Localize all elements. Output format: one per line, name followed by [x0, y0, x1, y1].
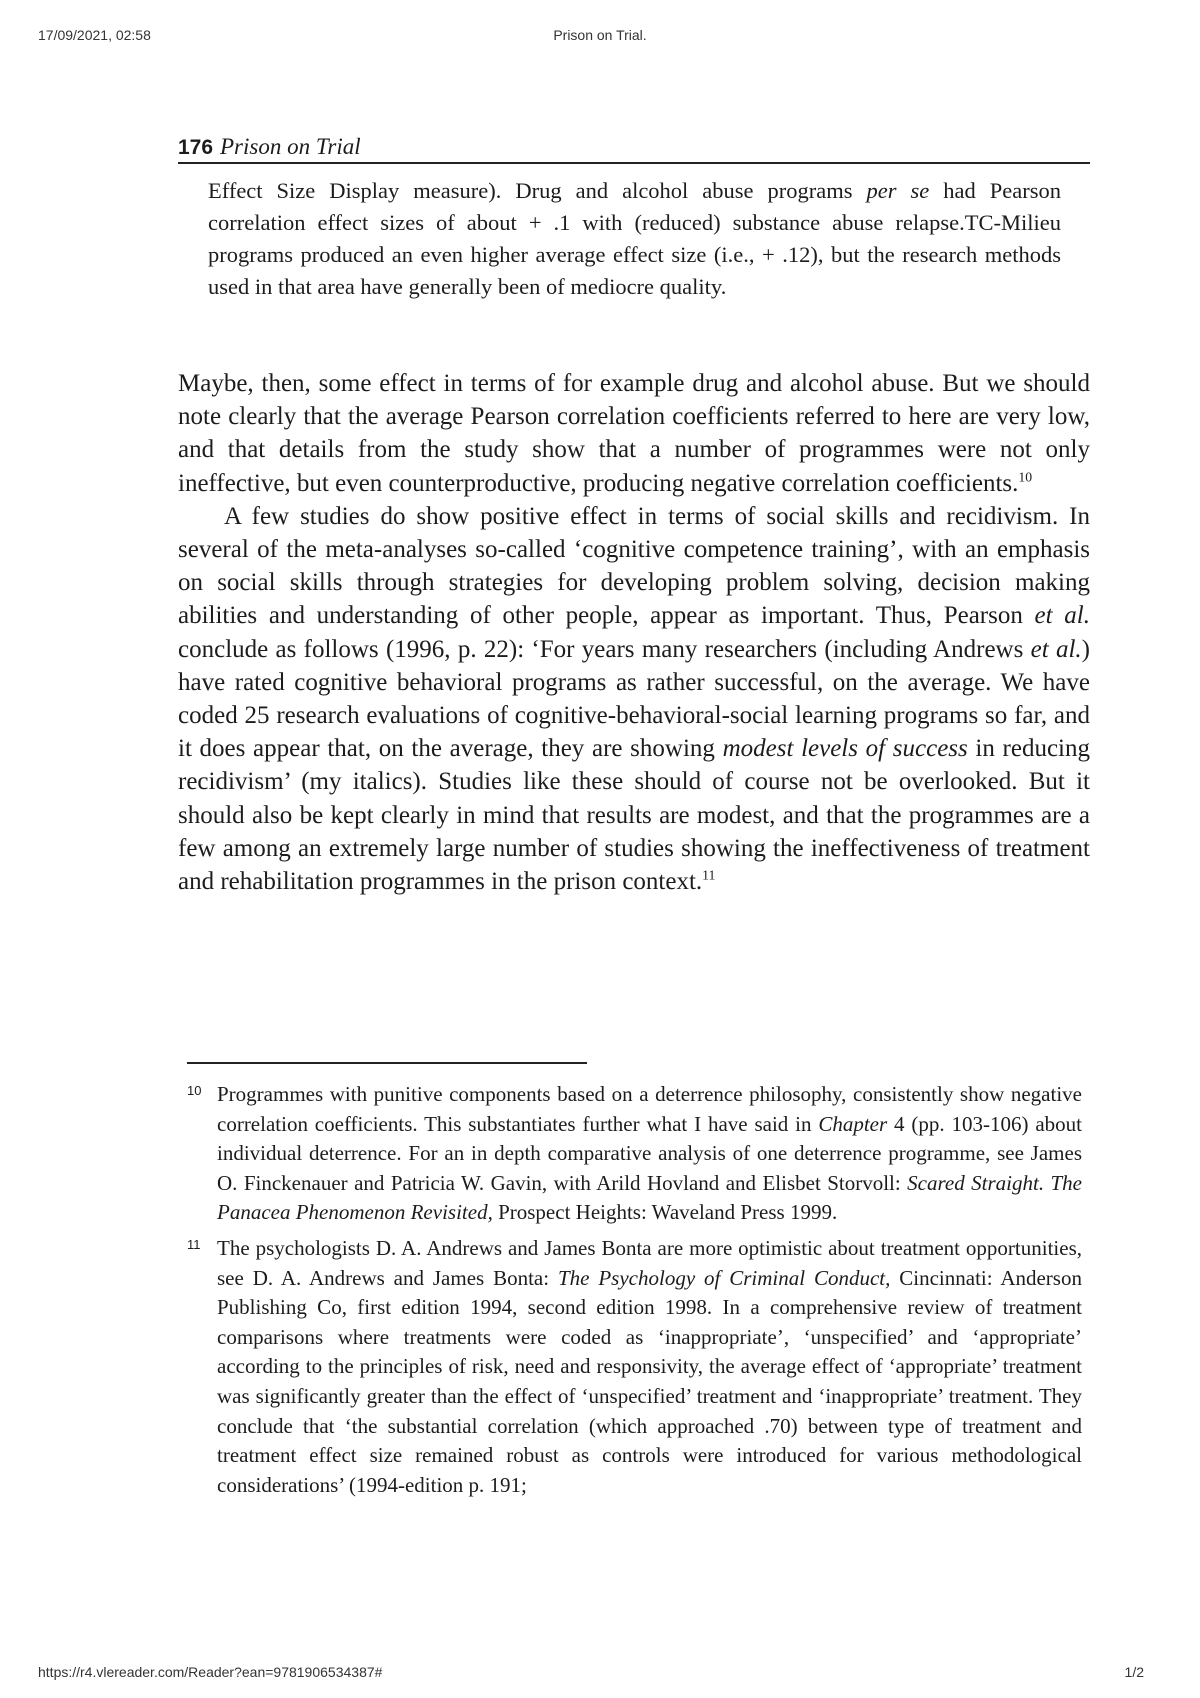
footnote-rule [187, 1062, 587, 1064]
footnote-text: The psychologists D. A. Andrews and James Bonta are more optimistic about treatment opportunities, see D. A. Andrews and James Bonta: [217, 1235, 1082, 1290]
footnote-marker: 11 [187, 1236, 201, 1252]
quote-text: Effect Size Display measure). Drug and alcohol abuse programs [208, 178, 867, 203]
body-text [178, 367, 1090, 898]
footnote-text: 4 (pp. 103-106) about individual deterrence. For an in depth comparative analysis of one deterrence programme, see James O. Finckenauer and Patricia W. Gavin, with Arild Hovland and Elisbet Storvoll: [217, 1111, 1082, 1195]
italic-text: et al. [1034, 602, 1090, 630]
block-quote [208, 175, 1061, 303]
footnotes [187, 1080, 1082, 1506]
quote-italic: per se [866, 178, 930, 203]
paragraph-text: conclude as follows (1996, p. 22): ‘For years many researchers (including Andrews [178, 635, 1031, 663]
italic-text: modest levels of success [722, 735, 968, 763]
paragraph-1 [178, 367, 1090, 500]
paragraph-text: Maybe, then, some effect in terms of for example drug and alcohol abuse. But we should note clearly that the average Pearson correlation coefficients referred to here are very low, and that details from the study show that a number of programmes were not only ineffective, but even counterproductive, producing negative correlation coefficients. [178, 370, 1090, 497]
page-number: 176 [178, 136, 214, 159]
browser-print-header [0, 27, 1200, 45]
footnote-marker: 10 [187, 1083, 202, 1098]
browser-print-footer [0, 1664, 1200, 1682]
note-ref-11[interactable]: 11 [702, 867, 716, 883]
quote-text: had Pearson correlation effect sizes of about + .1 with (reduced) substance abuse relapse.TC-Milieu programs produced an even higher average effect size (i.e., + .12), but the research methods used in that area have generally been of mediocre quality. [208, 178, 1061, 299]
footnote-text: Cincinnati: Anderson Publishing Co, first edition 1994, second edition 1998. In a comprehensive review of treatment comparisons where treatments were coded as ‘inappropriate’, ‘unspecified’ and ‘appropriate’ according to the principles of risk, need and responsivity, the average effect of ‘appropriate’ treatment was significantly greater than the effect of ‘unspecified’ treatment and ‘inappropriate’ treatment. They conclude that ‘the substantial correlation (which approached .70) between type of treatment and treatment effect size remained robust as controls were introduced for various methodological considerations’ (1994-edition p. 191; [217, 1265, 1082, 1497]
note-ref-10[interactable]: 10 [1018, 469, 1033, 485]
paragraph-text: ) have rated cognitive behavioral programs as rather successful, on the average. We have coded 25 research evaluations of cognitive-behavioral-social learning programs so far, and it does appear that, on the average, they are showing [178, 635, 1090, 763]
paragraph-text: in reducing recidivism’ (my italics). Studies like these should of course not be overlooked. But it should also be kept clearly in mind that results are modest, and that the programmes are a few among an extremely large number of studies showing the ineffectiveness of treatment and rehabilitation programmes in the prison context. [178, 735, 1091, 896]
print-datetime: 17/09/2021, 02:58 [38, 27, 151, 43]
page-url[interactable]: https://r4.vlereader.com/Reader?ean=9781906534387# [38, 1664, 383, 1680]
italic-text: Scared Straight. The Panacea Phenomenon Revisited, [217, 1170, 1082, 1225]
print-page-count: 1/2 [1124, 1664, 1144, 1680]
running-title: Prison on Trial [220, 134, 361, 159]
footnote-text: Programmes with punitive components based on a deterrence philosophy, consistently show negative correlation coefficients. This substantiates further what I have said in [217, 1082, 1082, 1136]
italic-text: Chapter [818, 1111, 888, 1136]
paragraph-text: A few studies do show positive effect in terms of social skills and recidivism. In several of the meta-analyses so-called ‘cognitive competence training’, with an emphasis on social skills through strategies for developing problem solving, decision making abilities and understanding of other people, appear as important. Thus, Pearson [178, 502, 1090, 630]
italic-text: The Psychology of Criminal Conduct, [557, 1265, 891, 1290]
paragraph-2 [178, 500, 1090, 898]
footnote-10 [187, 1080, 1082, 1228]
italic-text: et al. [1030, 635, 1082, 663]
running-head [178, 132, 1090, 164]
print-title: Prison on Trial. [553, 27, 647, 43]
footnote-11 [187, 1234, 1082, 1500]
footnote-text: Prospect Heights: Waveland Press 1999. [492, 1200, 838, 1225]
